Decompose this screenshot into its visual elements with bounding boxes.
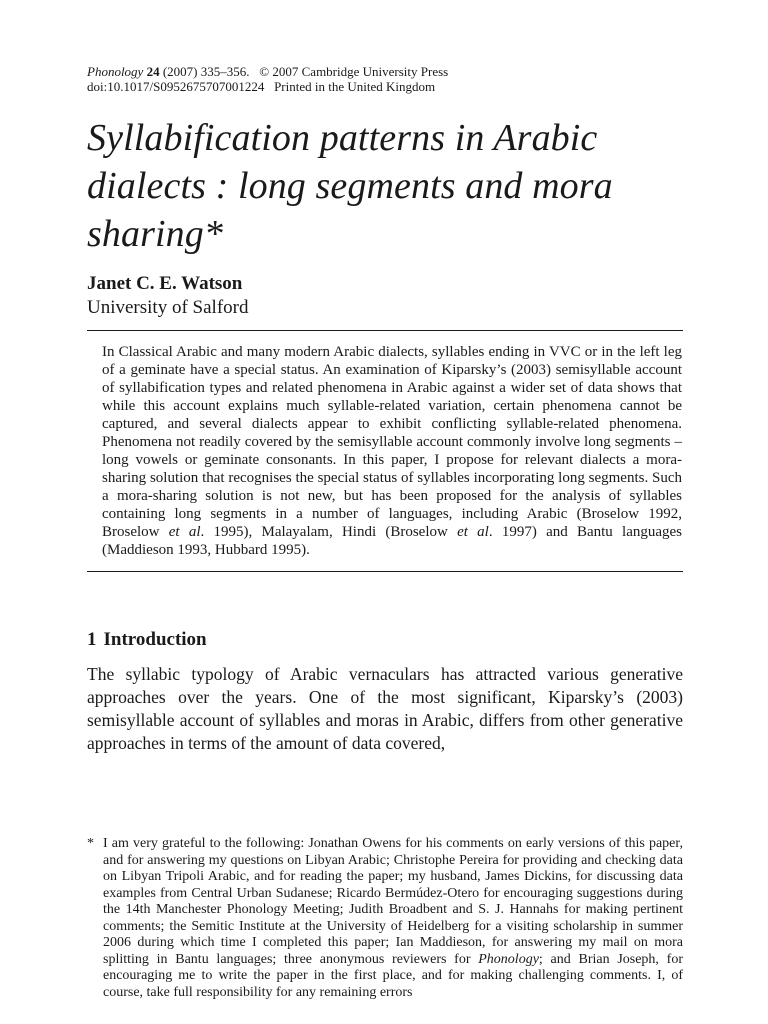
- footnote-journal-name: Phonology: [478, 951, 539, 967]
- header-line-citation: [87, 64, 683, 79]
- abstract-top-rule: [87, 330, 683, 331]
- article-title: Syllabification patterns in Arabic dialects : long segments and mora sharing*: [87, 117, 613, 255]
- article-page: [87, 64, 683, 755]
- acknowledgement-footnote: [87, 836, 683, 1001]
- section-title: Introduction: [103, 629, 207, 650]
- printed-notice: Printed in the United Kingdom: [274, 79, 436, 94]
- footnote-marker: *: [87, 836, 94, 851]
- journal-year-pages: (2007) 335–356.: [162, 64, 250, 79]
- abstract-text-1: In Classical Arabic and many modern Arabic dialects, syllables ending in VVC or in the left leg of a geminate have a special status. An examination of Kiparsky’s (2003) semisyllable account of syllabification types and related phenomena in Arabic against a wider set of data shows that while this account explains much syllable-related variation, certain phenomena cannot be captured, and several dialects appear to exhibit conflicting syllable-related phenomena. Phenomena not readily covered by the semisyllable account commonly involve long segments – long vowels or geminate consonants. In this paper, I propose for relevant dialects a mora-sharing solution that recognises the special status of syllables incorporating long segments. Such a mora-sharing solution is not new, but has been proposed for the analysis of syllables containing long segments in a number of languages, including Arabic (Broselow 1992, Broselow: [102, 344, 682, 540]
- abstract-bottom-rule: [87, 571, 683, 572]
- author-name: Janet C. E. Watson: [87, 273, 243, 294]
- footnote-text-2: ; and Brian Joseph, for encouraging me to write the paper in the first place, and for making challenging comments. I, of course, take full responsibility for any remaining errors: [103, 951, 683, 1000]
- journal-name: Phonology: [87, 64, 144, 79]
- abstract-text-2: . 1995), Malayalam, Hindi (Broselow: [200, 524, 458, 540]
- section-number: 1: [87, 629, 97, 650]
- section-heading-introduction: [87, 628, 683, 652]
- abstract-etal-1: et al: [168, 524, 201, 540]
- footnote-text: [103, 836, 683, 1001]
- journal-header: [87, 64, 683, 94]
- footnote-text-1: I am very grateful to the following: Jonathan Owens for his comments on early versions of this paper, and for answering my questions on Libyan Arabic; Christophe Pereira for providing and checking data on Libyan Tripoli Arabic, and for reading the paper; my husband, James Dickins, for discussing data examples from Central Urban Sudanese; Ricardo Bermúdez-Otero for encouraging suggestions during the 14th Manchester Phonology Meeting; Judith Broadbent and S. J. Hannahs for making pertinent comments; the Semitic Institute at the University of Heidelberg for a visiting scholarship in summer 2006 during which time I completed this paper; Ian Maddieson, for answering my mail on mora splitting in Bantu languages; three anonymous reviewers for: [103, 836, 683, 967]
- header-line-doi: [87, 79, 683, 94]
- journal-volume: 24: [146, 64, 160, 79]
- doi: doi:10.1017/S0952675707001224: [87, 79, 265, 94]
- introduction-paragraph: The syllabic typology of Arabic vernaculars has attracted various generative approaches over the years. One of the most significant, Kiparsky’s (2003) semisyllable account of syllables and moras in Arabic, differs from other generative approaches in terms of the amount of data covered,: [87, 664, 683, 753]
- author-affiliation: University of Salford: [87, 297, 249, 318]
- abstract-text-3: . 1997) and Bantu languages (Maddieson 1993, Hubbard 1995).: [102, 524, 683, 558]
- abstract-etal-2: et al: [457, 524, 489, 540]
- copyright-notice: © 2007 Cambridge University Press: [259, 64, 449, 79]
- abstract: [87, 343, 683, 559]
